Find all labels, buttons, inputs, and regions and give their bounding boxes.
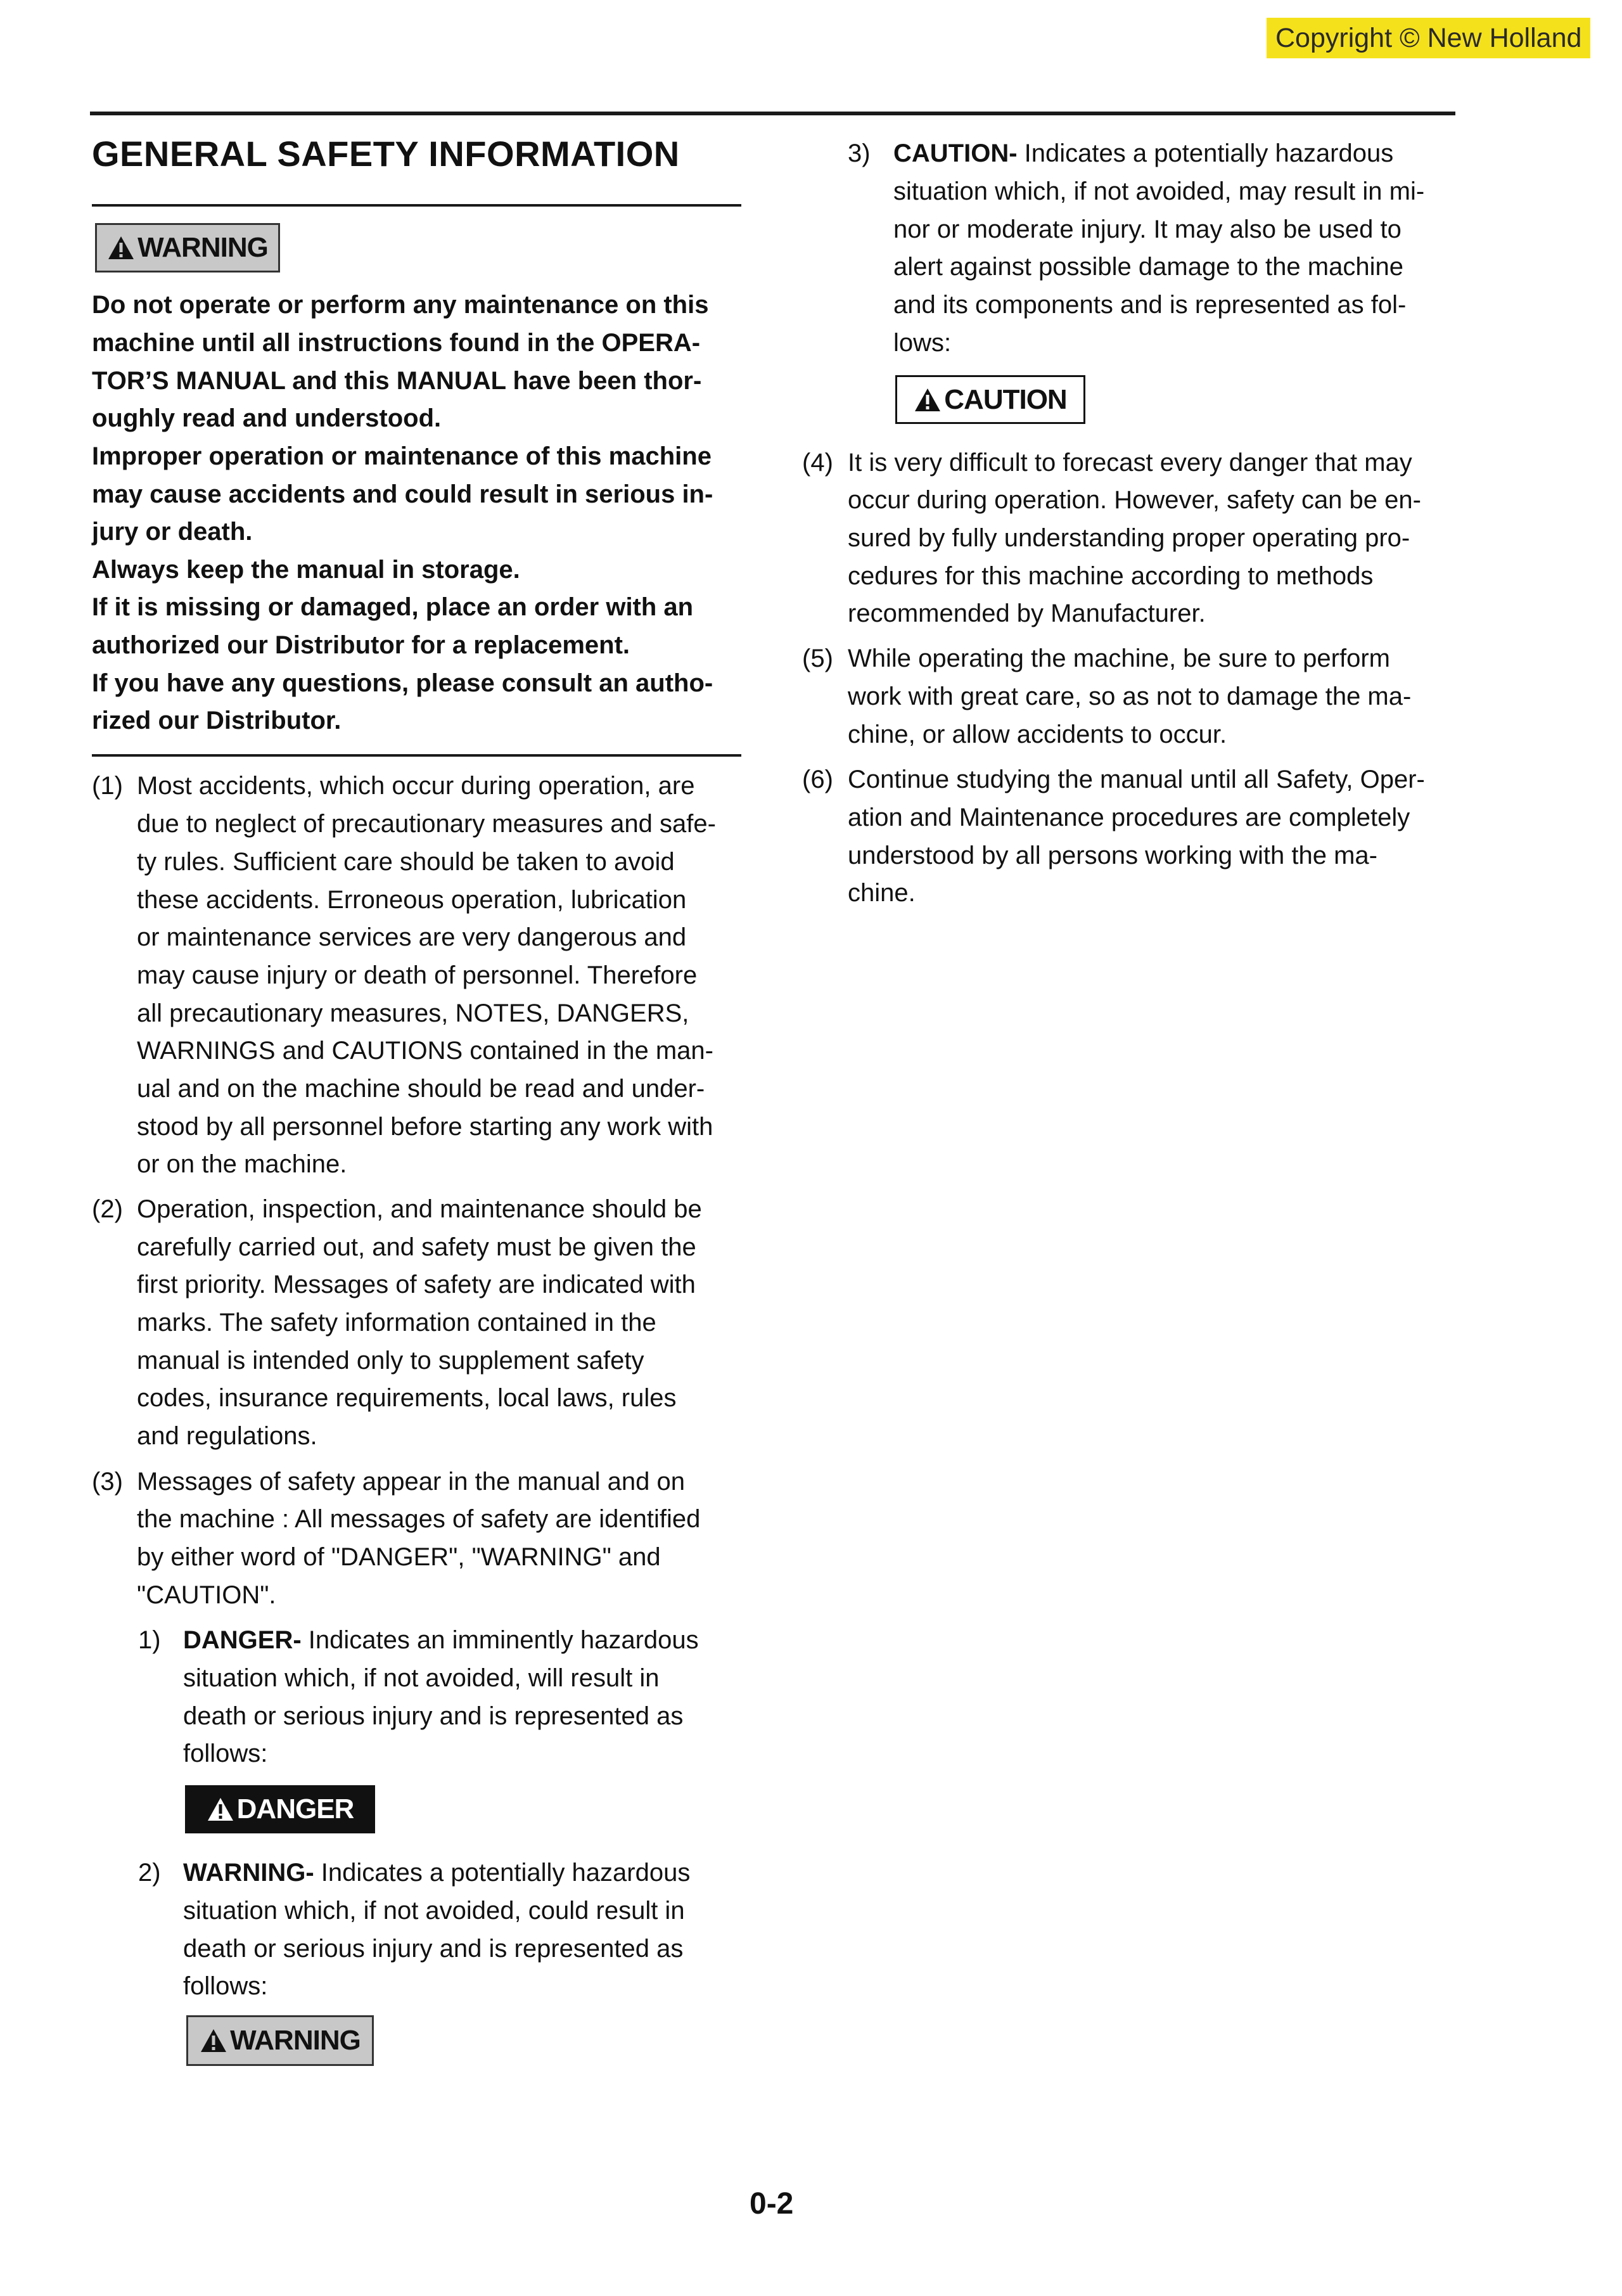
notice-line: Always keep the manual in storage. — [92, 556, 520, 584]
item-line: due to neglect of precautionary measures and safe- — [137, 810, 716, 838]
item-line: may cause injury or death of personnel. Therefore — [137, 961, 698, 989]
sub-item-first-line — [183, 1854, 690, 1892]
item-line: Continue studying the manual until all Safety, Oper- — [848, 766, 1425, 793]
item-number: (1) — [92, 772, 123, 800]
item-number: (5) — [802, 645, 833, 672]
danger-triangle-icon — [207, 1797, 234, 1822]
item-line: manual is intended only to supplement safety — [137, 1347, 644, 1375]
sub-item-line: situation which, if not avoided, may result in mi- — [893, 177, 1425, 205]
item-line: carefully carried out, and safety must be given the — [137, 1233, 696, 1261]
item-line: chine, or allow accidents to occur. — [848, 721, 1227, 748]
top-rule — [90, 112, 1455, 115]
sub-item-text: Indicates a potentially hazardous — [314, 1859, 691, 1887]
sub-item-line: death or serious injury and is represented as — [183, 1702, 684, 1730]
item-line: understood by all persons working with the ma- — [848, 842, 1377, 869]
sub-item-line: follows: — [183, 1740, 268, 1767]
notice-line: machine until all instructions found in the OPERA- — [92, 329, 701, 357]
item-line: Most accidents, which occur during operation, are — [137, 772, 695, 800]
danger-badge — [185, 1785, 375, 1833]
notice-line: authorized our Distributor for a replacement. — [92, 631, 630, 659]
copyright-label: Copyright © New Holland — [1267, 18, 1590, 58]
sub-item-first-line — [183, 1621, 699, 1659]
item-line: work with great care, so as not to damage the ma- — [848, 683, 1412, 710]
warning-triangle-icon — [107, 235, 135, 260]
item-number: (2) — [92, 1195, 123, 1223]
item-line: Messages of safety appear in the manual and on — [137, 1468, 685, 1496]
item-line: the machine : All messages of safety are identified — [137, 1505, 701, 1533]
item-line: first priority. Messages of safety are indicated with — [137, 1271, 696, 1299]
caution-badge-label: CAUTION — [944, 383, 1067, 415]
sub-item-first-line — [893, 134, 1393, 172]
item-number: (6) — [802, 766, 833, 793]
sub-item-term: DANGER- — [183, 1626, 302, 1654]
sub-item-term: WARNING- — [183, 1859, 314, 1887]
warning-badge — [186, 2015, 374, 2066]
notice-line: Do not operate or perform any maintenance on this — [92, 291, 709, 319]
sub-item-text: Indicates an imminently hazardous — [301, 1626, 699, 1654]
item-line: chine. — [848, 879, 916, 907]
sub-item-number: 2) — [138, 1859, 161, 1887]
sub-item-line: situation which, if not avoided, could result in — [183, 1897, 685, 1925]
warning-badge-label: WARNING — [230, 2025, 361, 2056]
notice-line: may cause accidents and could result in serious in- — [92, 480, 713, 508]
notice-line: jury or death. — [92, 518, 253, 546]
item-line: ual and on the machine should be read and under- — [137, 1075, 705, 1103]
notice-line: If it is missing or damaged, place an order with an — [92, 593, 694, 621]
danger-badge-label: DANGER — [236, 1793, 354, 1825]
notice-line: If you have any questions, please consult an autho- — [92, 669, 713, 697]
item-line: ation and Maintenance procedures are completely — [848, 804, 1410, 831]
item-line: "CAUTION". — [137, 1581, 276, 1609]
item-line: While operating the machine, be sure to perform — [848, 645, 1390, 672]
item-line: or maintenance services are very dangerous and — [137, 923, 687, 951]
page-number: 0-2 — [750, 2187, 794, 2221]
sub-item-line: death or serious injury and is represented as — [183, 1935, 684, 1963]
notice-line: rized our Distributor. — [92, 707, 342, 734]
item-line: recommended by Manufacturer. — [848, 600, 1206, 627]
item-line: WARNINGS and CAUTIONS contained in the man- — [137, 1037, 713, 1065]
item-line: these accidents. Erroneous operation, lubrication — [137, 886, 687, 914]
sub-item-term: CAUTION- — [893, 139, 1018, 167]
item-line: or on the machine. — [137, 1150, 347, 1178]
title-rule — [92, 204, 741, 207]
item-line: cedures for this machine according to methods — [848, 562, 1374, 590]
sub-item-text: Indicates a potentially hazardous — [1017, 139, 1394, 167]
sub-item-number: 3) — [848, 139, 871, 167]
notice-line: TOR’S MANUAL and this MANUAL have been thor- — [92, 367, 702, 395]
page-title: GENERAL SAFETY INFORMATION — [92, 134, 680, 174]
item-line: It is very difficult to forecast every danger that may — [848, 449, 1412, 477]
item-line: occur during operation. However, safety can be en- — [848, 486, 1421, 514]
item-line: sured by fully understanding proper operating pro- — [848, 524, 1410, 552]
item-number: (4) — [802, 449, 833, 477]
sub-item-line: situation which, if not avoided, will result in — [183, 1664, 660, 1692]
sub-item-number: 1) — [138, 1626, 161, 1654]
item-line: Operation, inspection, and maintenance should be — [137, 1195, 702, 1223]
sub-item-line: nor or moderate injury. It may also be used to — [893, 215, 1402, 243]
item-line: by either word of "DANGER", "WARNING" and — [137, 1543, 661, 1571]
item-line: codes, insurance requirements, local laws, rules — [137, 1384, 677, 1412]
warning-badge-label: WARNING — [137, 232, 268, 263]
item-line: stood by all personnel before starting any work with — [137, 1113, 713, 1141]
item-line: marks. The safety information contained in the — [137, 1309, 656, 1337]
notice-line: Improper operation or maintenance of this machine — [92, 442, 712, 470]
caution-badge — [895, 375, 1085, 424]
notice-rule — [92, 754, 741, 757]
item-line: ty rules. Sufficient care should be taken to avoid — [137, 848, 675, 876]
item-line: and regulations. — [137, 1422, 317, 1450]
caution-triangle-icon — [914, 387, 942, 413]
notice-line: oughly read and understood. — [92, 404, 442, 432]
warning-badge — [95, 223, 280, 273]
item-number: (3) — [92, 1468, 123, 1496]
item-line: all precautionary measures, NOTES, DANGERS, — [137, 999, 689, 1027]
sub-item-line: follows: — [183, 1972, 268, 2000]
sub-item-line: alert against possible damage to the machine — [893, 253, 1403, 281]
sub-item-line: and its components and is represented as fol- — [893, 291, 1407, 319]
warning-triangle-icon — [200, 2028, 227, 2053]
sub-item-line: lows: — [893, 329, 952, 357]
